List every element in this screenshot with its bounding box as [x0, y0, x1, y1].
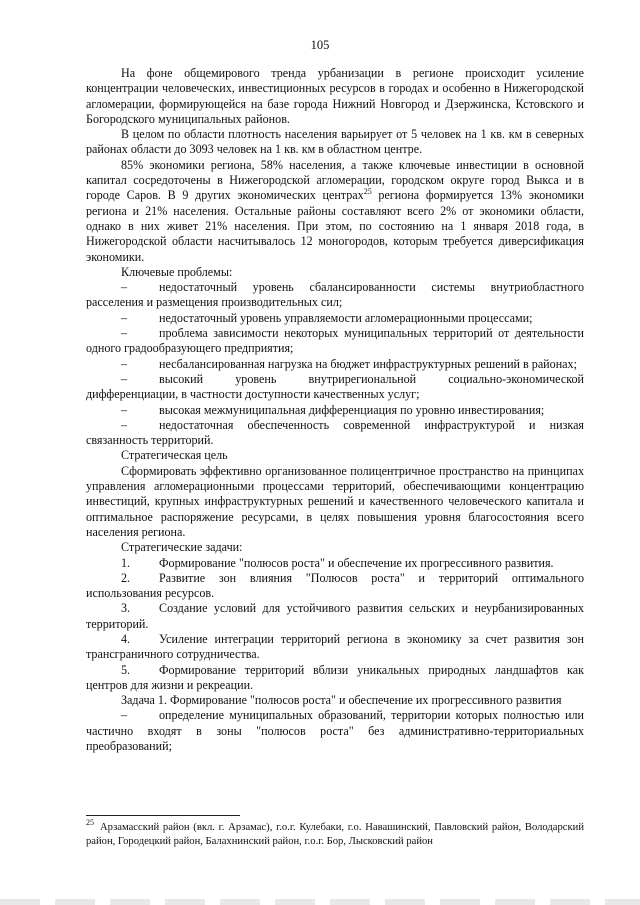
- dash-marker: –: [121, 402, 128, 417]
- dash-marker: –: [121, 356, 128, 371]
- dash-marker: –: [121, 310, 128, 325]
- paragraph-urbanization: На фоне общемирового тренда урбанизации в регионе происходит усиление концентрации человеческих, инвестиционных ресурсов в городах и особенно в Нижегородской агломерации, формирующейся на базе города Нижний Новгород и Дзержинска, Кстовского и Богородского муниципальных районов.: [86, 66, 584, 126]
- paragraph-economy: [86, 158, 584, 265]
- list-item-text: недостаточный уровень управляемости агломерационными процессами;: [159, 310, 533, 325]
- list-item: [86, 372, 584, 403]
- paragraph-density: В целом по области плотность населения варьирует от 5 человек на 1 кв. км в северных районах области до 3093 человек на 1 кв. км в областном центре.: [86, 127, 584, 157]
- task-text: Развитие зон влияния "Полюсов роста" и территорий оптимального использования ресурсов.: [86, 570, 584, 601]
- footnote-separator: [86, 815, 240, 816]
- task-item: [86, 556, 584, 571]
- list-item: [86, 418, 584, 449]
- task-item: [86, 601, 584, 632]
- task-number: 1.: [121, 555, 131, 570]
- task-item: [86, 663, 584, 694]
- list-item: [86, 311, 584, 326]
- task-number: 2.: [121, 570, 131, 585]
- list-item-text: высокая межмуниципальная дифференциация по уровню инвестирования;: [159, 402, 545, 417]
- task-number: 3.: [121, 601, 131, 616]
- problems-list: [86, 280, 584, 448]
- task-text: Усиление интеграции территорий региона в экономику за счет развития зон трансграничного сотрудничества.: [86, 631, 584, 662]
- paragraph-economy-part-a: 85% экономики региона, 58% населения, а также ключевые инвестиции в основной капитал сосредоточены в Нижегородской агломерации, городском округе город Выкса и в городе Саров. В 9 других экономических центрах: [86, 157, 584, 203]
- list-item: [86, 708, 584, 754]
- dash-marker: –: [121, 708, 128, 723]
- list-item: [86, 326, 584, 357]
- task-number: 4.: [121, 631, 131, 646]
- list-item-text: высокий уровень внутрирегиональной социально-экономической дифференциации, в частности доступности качественных услуг;: [86, 371, 584, 402]
- list-item-text: определение муниципальных образований, территории которых полностью или частично входят в зоны "полюсов роста" без административно-территориальных преобразований;: [86, 708, 584, 754]
- problems-heading: Ключевые проблемы:: [121, 264, 233, 279]
- scan-edge-artifact: [0, 899, 640, 905]
- footnote-reference[interactable]: 25: [363, 187, 372, 197]
- list-item-text: недостаточный уровень сбалансированности системы внутриобластного расселения и размещения производительных сил;: [86, 280, 584, 310]
- dash-marker: –: [121, 371, 128, 386]
- task-text: Формирование "полюсов роста" и обеспечение их прогрессивного развития.: [159, 555, 554, 570]
- task-text: Создание условий для устойчивого развития сельских и неурбанизированных территорий.: [86, 601, 584, 631]
- goal-text: Сформировать эффективно организованное полицентричное пространство на принципах управления агломерационными процессами территорий, обеспечивающими концентрацию инвестиций, крупных инфраструктурных решений и качественного человеческого капитала и оптимальное распоряжение ресурсами, в целях повышения уровня благосостояния всего населения региона.: [86, 463, 584, 539]
- tasks-list: [86, 556, 584, 694]
- dash-marker: –: [121, 417, 128, 432]
- paragraph-economy-part-b: региона формируется 13% экономики региона и 21% населения. Остальные районы составляют всего 2% от экономики области, однако в них живет 21% населения. При этом, по состоянию на 1 января 2018 года, в Нижегородской области насчитывалось 12 моногородов, которым требуется диверсификация экономики.: [86, 188, 585, 264]
- goal-heading: Стратегическая цель: [121, 448, 228, 463]
- list-item: [86, 280, 584, 311]
- dash-marker: –: [121, 280, 128, 295]
- task-item: [86, 632, 584, 663]
- list-item-text: недостаточная обеспеченность современной инфраструктурой и низкая связанность территорий.: [86, 417, 584, 448]
- task-number: 5.: [121, 662, 131, 677]
- list-item-text: несбалансированная нагрузка на бюджет инфраструктурных решений в районах;: [159, 356, 577, 371]
- page-number: 105: [310, 38, 330, 52]
- tasks-heading: Стратегические задачи:: [121, 540, 243, 555]
- list-item: [86, 403, 584, 418]
- dash-marker: –: [121, 326, 128, 341]
- list-item-text: проблема зависимости некоторых муниципальных территорий от деятельности одного градообразующего предприятия;: [86, 326, 584, 356]
- task-text: Формирование территорий вблизи уникальных природных ландшафтов как центров для жизни и рекреации.: [86, 662, 584, 692]
- list-item: [86, 357, 584, 372]
- task1-heading: Задача 1. Формирование "полюсов роста" и обеспечение их прогрессивного развития: [121, 693, 562, 708]
- task-item: [86, 571, 584, 602]
- footnote-text: Арзамасский район (вкл. г. Арзамас), г.о.г. Кулебаки, г.о. Навашинский, Павловский район, Володарский район, Городецкий район, Балахнинский район, г.о.г. Бор, Лысковский район: [86, 822, 584, 847]
- footnote: $^{25}$ Арзамасский район (вкл. г. Арзамас), г.о.г. Кулебаки, г.о. Навашинский, Павловский район, Володарский район, Городецкий район, Балахнинский район, г.о.г. Бор, Лысковский район: [86, 818, 584, 847]
- document-body: [86, 66, 584, 754]
